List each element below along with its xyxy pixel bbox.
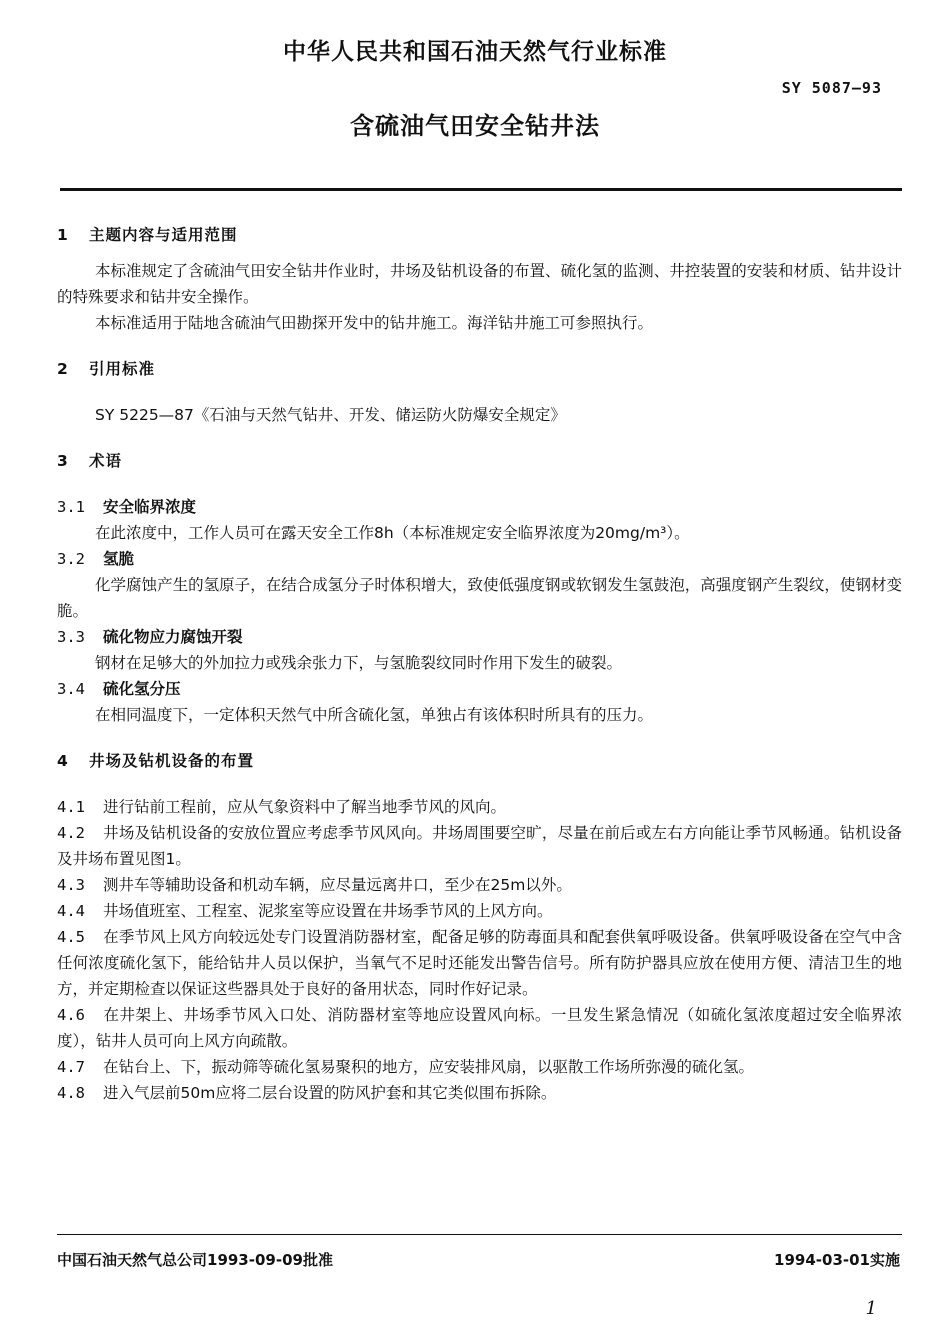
section-number: 1 [57, 226, 69, 244]
clause-text: 在钻台上、下，振动筛等硫化氢易聚积的地方，应安装排风扇，以驱散工作场所弥漫的硫化氢。 [103, 1058, 755, 1076]
term-number: 3.2 [57, 550, 85, 568]
clause-4-6 [57, 1002, 902, 1054]
standard-category-title: 中华人民共和国石油天然气行业标准 [283, 39, 667, 65]
term-3-4-definition: 在相同温度下，一定体积天然气中所含硫化氢，单独占有该体积时所具有的压力。 [95, 706, 654, 724]
section-4-heading [57, 748, 902, 774]
section-title: 引用标准 [89, 360, 156, 378]
clause-4-3 [57, 872, 902, 898]
clause-number: 4.4 [57, 902, 85, 920]
term-number: 3.3 [57, 628, 85, 646]
clause-number: 4.5 [57, 928, 85, 946]
section-2-heading [57, 356, 902, 382]
clause-number: 4.1 [57, 798, 85, 816]
term-3-3-definition: 钢材在足够大的外加拉力或残余张力下，与氢脆裂纹同时作用下发生的破裂。 [95, 654, 623, 672]
clause-4-8 [57, 1080, 902, 1106]
section-number: 3 [57, 452, 69, 470]
term-3-1-heading [57, 494, 902, 520]
approval-line: 中国石油天然气总公司1993-09-09批准 [57, 1251, 333, 1269]
clause-4-5 [57, 924, 902, 1002]
term-3-2-definition: 化学腐蚀产生的氢原子，在结合成氢分子时体积增大，致使低强度钢或软钢发生氢鼓泡，高强度钢产生裂纹，使钢材变脆。 [57, 576, 902, 620]
term-title: 硫化物应力腐蚀开裂 [103, 628, 243, 646]
term-title: 硫化氢分压 [103, 680, 181, 698]
title-divider [60, 188, 902, 191]
term-3-4-heading [57, 676, 902, 702]
clause-4-2 [57, 820, 902, 872]
section-1-heading [57, 222, 902, 248]
document-title: 含硫油气田安全钻井法 [350, 112, 600, 140]
clause-text: 进行钻前工程前，应从气象资料中了解当地季节风的风向。 [103, 798, 507, 816]
clause-text: 测井车等辅助设备和机动车辆，应尽量远离井口，至少在25m以外。 [103, 876, 572, 894]
section-2-reference: SY 5225—87《石油与天然气钻井、开发、储运防火防爆安全规定》 [95, 406, 566, 424]
section-number: 2 [57, 360, 69, 378]
effective-date: 1994-03-01实施 [774, 1251, 900, 1269]
clause-4-4 [57, 898, 902, 924]
standard-code: SY 5087—93 [781, 79, 882, 97]
term-number: 3.1 [57, 498, 85, 516]
clause-text: 井场及钻机设备的安放位置应考虑季节风风向。井场周围要空旷，尽量在前后或左右方向能让季节风畅通。钻机设备及井场布置见图1。 [57, 824, 902, 868]
section-1-paragraph-2: 本标准适用于陆地含硫油气田勘探开发中的钻井施工。海洋钻井施工可参照执行。 [95, 314, 654, 332]
clause-text: 在井架上、井场季节风入口处、消防器材室等地应设置风向标。一旦发生紧急情况（如硫化氢浓度超过安全临界浓度），钻井人员可向上风方向疏散。 [57, 1006, 902, 1050]
section-3-heading [57, 448, 902, 474]
clause-text: 在季节风上风方向较远处专门设置消防器材室，配备足够的防毒面具和配套供氧呼吸设备。供氧呼吸设备在空气中含任何浓度硫化氢下，能给钻井人员以保护，当氧气不足时还能发出警告信号。所有防护器具应放在使用方便、清洁卫生的地方，并定期检查以保证这些器具处于良好的备用状态，同时作好记录。 [57, 928, 902, 998]
clause-4-7 [57, 1054, 902, 1080]
term-number: 3.4 [57, 680, 85, 698]
clause-number: 4.8 [57, 1084, 85, 1102]
section-1-paragraph-1: 本标准规定了含硫油气田安全钻井作业时，井场及钻机设备的布置、硫化氢的监测、井控装置的安装和材质、钻井设计的特殊要求和钻井安全操作。 [57, 262, 902, 306]
clause-4-1 [57, 794, 902, 820]
clause-number: 4.6 [57, 1006, 85, 1024]
page-number: 1 [865, 1298, 877, 1319]
clause-text: 进入气层前50m应将二层台设置的防风护套和其它类似围布拆除。 [103, 1084, 557, 1102]
clause-number: 4.3 [57, 876, 85, 894]
term-3-1-definition: 在此浓度中，工作人员可在露天安全工作8h（本标准规定安全临界浓度为20mg/m³）。 [95, 524, 690, 542]
section-number: 4 [57, 752, 69, 770]
section-title: 井场及钻机设备的布置 [89, 752, 255, 770]
section-title: 术语 [89, 452, 123, 470]
clause-number: 4.7 [57, 1058, 85, 1076]
term-3-3-heading [57, 624, 902, 650]
term-3-2-heading [57, 546, 902, 572]
document-body [57, 222, 902, 1106]
footer-divider [57, 1234, 902, 1235]
term-title: 安全临界浓度 [103, 498, 197, 516]
clause-text: 井场值班室、工程室、泥浆室等应设置在井场季节风的上风方向。 [103, 902, 553, 920]
clause-number: 4.2 [57, 824, 85, 842]
term-title: 氢脆 [103, 550, 135, 568]
section-title: 主题内容与适用范围 [89, 226, 238, 244]
